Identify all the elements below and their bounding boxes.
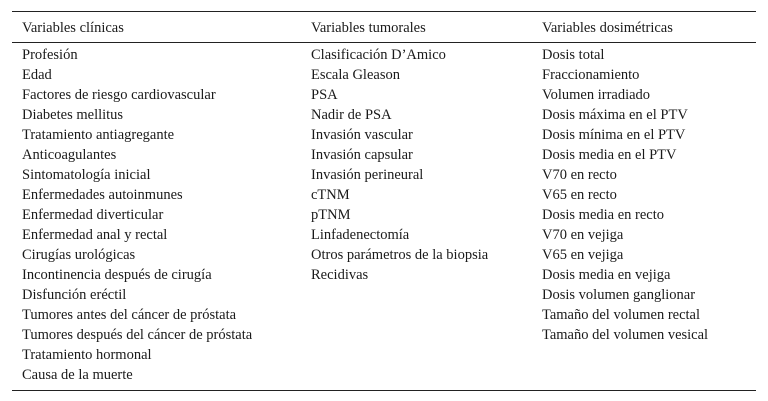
list-item: Cirugías urológicas [22, 247, 136, 263]
list-item: Anticoagulantes [22, 147, 117, 163]
variables-table [12, 11, 756, 391]
clinical-variables-list [22, 45, 252, 385]
list-item: V70 en recto [542, 167, 617, 183]
list-item: cTNM [311, 187, 350, 203]
list-item: Tratamiento hormonal [22, 347, 152, 363]
column-header-dosimetric: Variables dosimétricas [542, 20, 673, 36]
list-item: Recidivas [311, 267, 369, 283]
list-item: V65 en vejiga [542, 247, 624, 263]
list-item: Invasión capsular [311, 147, 413, 163]
list-item: Dosis máxima en el PTV [542, 107, 688, 123]
list-item: Fraccionamiento [542, 67, 640, 83]
dosimetric-variables-list [542, 45, 708, 345]
list-item: Tratamiento antiagregante [22, 127, 175, 143]
list-item: Enfermedad diverticular [22, 207, 164, 223]
list-item: Profesión [22, 47, 78, 63]
list-item: Clasificación D’Amico [311, 47, 446, 63]
list-item: Tumores después del cáncer de próstata [22, 327, 253, 343]
list-item: Causa de la muerte [22, 367, 133, 383]
list-item: Linfadenectomía [311, 227, 410, 243]
list-item: Dosis media en recto [542, 207, 665, 223]
list-item: Sintomatología inicial [22, 167, 151, 183]
list-item: Tamaño del volumen rectal [542, 307, 701, 323]
list-item: Tumores antes del cáncer de próstata [22, 307, 237, 323]
list-item: V65 en recto [542, 187, 617, 203]
list-item: Diabetes mellitus [22, 107, 124, 123]
header-divider [12, 42, 756, 43]
list-item: Dosis media en vejiga [542, 267, 671, 283]
list-item: Invasión vascular [311, 127, 413, 143]
list-item: V70 en vejiga [542, 227, 624, 243]
list-item: PSA [311, 87, 338, 103]
list-item: Edad [22, 67, 52, 83]
column-header-tumor: Variables tumorales [311, 20, 426, 36]
list-item: Enfermedad anal y rectal [22, 227, 168, 243]
list-item: Dosis volumen ganglionar [542, 287, 696, 303]
column-header-clinical: Variables clínicas [22, 20, 124, 36]
list-item: Dosis media en el PTV [542, 147, 677, 163]
list-item: Otros parámetros de la biopsia [311, 247, 489, 263]
list-item: Factores de riesgo cardiovascular [22, 87, 216, 103]
list-item: Volumen irradiado [542, 87, 651, 103]
list-item: Dosis mínima en el PTV [542, 127, 686, 143]
list-item: Disfunción eréctil [22, 287, 127, 303]
list-item: Enfermedades autoinmunes [22, 187, 183, 203]
list-item: Incontinencia después de cirugía [22, 267, 212, 283]
tumor-variables-list [311, 45, 488, 285]
list-item: Dosis total [542, 47, 605, 63]
list-item: Escala Gleason [311, 67, 400, 83]
list-item: pTNM [311, 207, 351, 223]
list-item: Tamaño del volumen vesical [542, 327, 709, 343]
list-item: Nadir de PSA [311, 107, 392, 123]
list-item: Invasión perineural [311, 167, 424, 183]
